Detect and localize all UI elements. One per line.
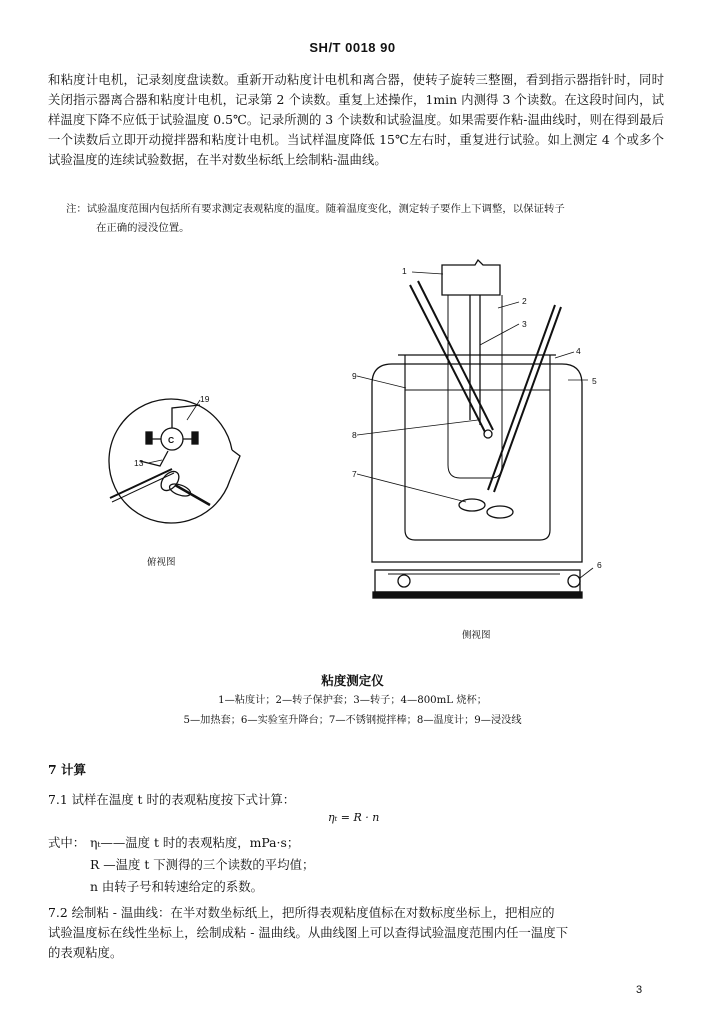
section-7-heading: 7 计算: [48, 762, 87, 777]
top-view-caption: 俯视图: [147, 557, 176, 568]
figure-legend-line-2: 5—加热套；6—实验室升降台；7—不锈钢搅拌棒；8—温度计；9—浸没线: [183, 715, 522, 726]
label-9: 9: [352, 371, 357, 381]
label-6: 6: [597, 560, 602, 570]
section-7-1: 7.1 试样在温度 t 时的表观粘度按下式计算：: [48, 792, 296, 807]
label-7: 7: [352, 469, 357, 479]
label-8: 8: [352, 430, 357, 440]
label-13: 13: [134, 458, 144, 468]
label-1: 1: [402, 266, 407, 276]
figure-title: 粘度测定仪: [321, 673, 384, 688]
top-view-outline: [109, 399, 232, 523]
page-number: 3: [636, 984, 643, 996]
variable-r: R —温度 t 下测得的三个读数的平均值；: [90, 857, 315, 872]
section-7-2-line-2: 试验温度标在线性坐标上，绘制成粘 - 温曲线。从曲线图上可以查得试验温度范围内任一温度下: [48, 925, 569, 940]
note-line-2: 在正确的浸没位置。: [96, 222, 190, 234]
variable-n: n 由转子号和转速给定的系数。: [90, 879, 263, 894]
standard-header: SH/T 0018 90: [309, 40, 396, 55]
label-19: 19: [200, 394, 210, 404]
label-c: C: [168, 435, 175, 445]
side-view-caption: 侧视图: [462, 630, 491, 641]
figure-legend-line-1: 1—粘度计；2—转子保护套；3—转子；4—800mL 烧杯；: [218, 695, 487, 706]
label-3: 3: [522, 319, 527, 329]
label-5: 5: [592, 376, 597, 386]
where-label: 式中：: [48, 835, 86, 850]
variable-eta: ηₜ——温度 t 时的表观粘度，mPa·s；: [90, 835, 300, 850]
viscosity-formula: ηₜ = R · n: [328, 811, 380, 824]
beaker: [405, 355, 550, 540]
note-line-1: 注：试验温度范围内包括所有要求测定表观粘度的温度。随着温度变化，测定转子要作上下调整，以保证转子: [66, 203, 565, 215]
label-2: 2: [522, 296, 527, 306]
lab-jack: [375, 570, 580, 592]
section-7-2-line-1: 7.2 绘制粘 - 温曲线：在半对数坐标纸上，把所得表观粘度值标在对数标度坐标上，把相应的: [48, 905, 555, 920]
label-4: 4: [576, 346, 581, 356]
viscometer-head: [442, 260, 500, 295]
section-7-2-line-3: 的表观粘度。: [48, 945, 123, 960]
paragraph-procedure: 和粘度计电机，记录刻度盘读数。重新开动粘度计电机和离合器，使转子旋转三整圈，看到指示器指针时，同时关闭指示器离合器和粘度计电机，记录第 2 个读数。重复上述操作，1min 内测得 3 个读数。在这段时间内，试样温度下降不应低于试验温度 0.5℃。记录所测的 3 个读数和试验温度。如果需要作粘-温曲线时，则在得到最后一个读数后立即开动搅拌器和粘度计电机。当试样温度降低 15℃左右时，重复进行试验。如上测定 4 个或多个试验温度的连续试验数据，在半对数坐标纸上绘制粘-温曲线。: [48, 72, 664, 167]
viscometer-figure: [0, 250, 705, 660]
